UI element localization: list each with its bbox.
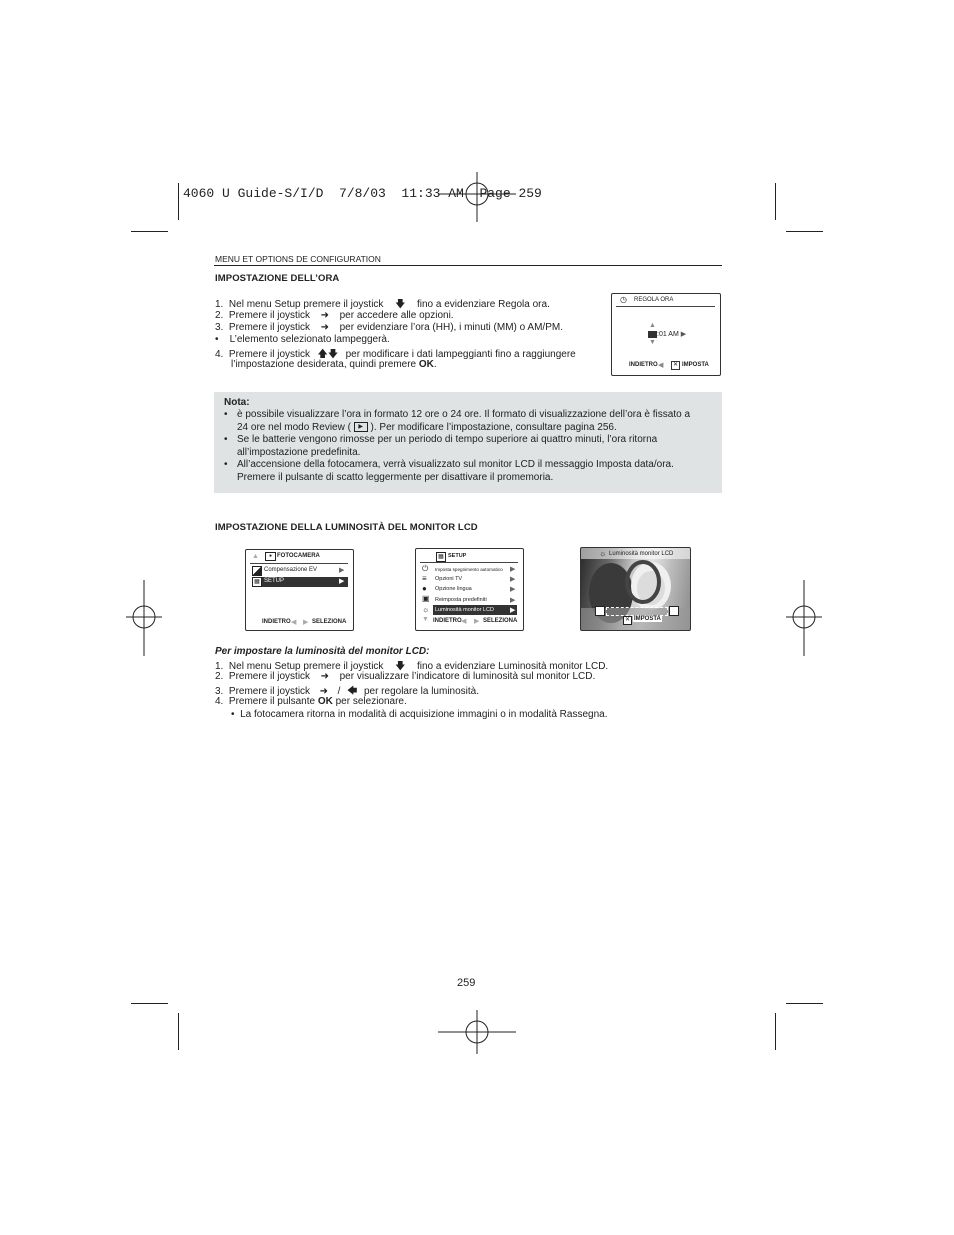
menu-item: Opzioni TV (435, 576, 463, 582)
joystick-up-down-icon: 🡅🡇 (317, 349, 339, 360)
brightness-slider (606, 607, 668, 616)
power-icon: ⏻ (422, 564, 429, 573)
right-arrow-icon: ▶ (303, 619, 309, 626)
select-label: SELEZIONA (312, 619, 347, 625)
up-arrow-icon: ▲ (252, 553, 259, 560)
s1-bullet: • L’elemento selezionato lampeggerà. (215, 334, 390, 345)
s1-step1: 1. Nel menu Setup premere il joystick 🡇 fino a evidenziare Regola ora. (215, 297, 550, 314)
camera-icon: ● (265, 552, 276, 561)
joystick-left-icon: 🡄 (347, 686, 358, 697)
crop-mark (775, 183, 776, 220)
section-header: MENU ET OPTIONS DE CONFIGURATION (215, 254, 381, 264)
back-label: INDIETRO (262, 619, 291, 625)
clock-icon: ◷ (620, 295, 627, 304)
s1-step4: 4. Premere il joystick 🡅🡇 per modificare i dati lampeggianti fino a raggiungere (215, 347, 576, 364)
fotocamera-screen (245, 549, 354, 631)
right-arrow-icon: ▶ (510, 566, 516, 573)
crop-mark (786, 1003, 823, 1004)
section1-title: IMPOSTAZIONE DELL’ORA (215, 273, 340, 284)
screen-title: REGOLA ORA (634, 297, 674, 303)
joystick-right-icon: ➜ (320, 322, 330, 333)
registration-mark-right (786, 580, 822, 656)
note-b3-line1: All’accensione della fotocamera, verrà visualizzato sul monitor LCD il messaggio Imposta data/ora. (237, 459, 674, 470)
note-b2-line2: all’impostazione predefinita. (237, 447, 361, 458)
right-arrow-icon: ▶ (474, 618, 480, 625)
right-arrow-icon: ▶ (510, 607, 516, 614)
menu-item: Compensazione EV (264, 567, 318, 573)
setup-screen (415, 548, 524, 631)
section2-title: IMPOSTAZIONE DELLA LUMINOSITÀ DEL MONITOR LCD (215, 522, 478, 533)
bullet: • (224, 459, 228, 470)
header-rule (214, 265, 722, 266)
s1-step4-cont: l’impostazione desiderata, quindi premere OK. (231, 359, 437, 370)
note-label: Nota: (224, 397, 250, 408)
s1-step3: 3. Premere il joystick ➜ per evidenziare l’ora (HH), i minuti (MM) o AM/PM. (215, 322, 563, 333)
page-number: 259 (457, 977, 476, 989)
note-b1-line2: 24 ore nel modo Review ( ▶ ). Per modificare l’impostazione, consultare pagina 256. (237, 422, 617, 433)
menu-item: Imposta spegnimento automatico (435, 567, 503, 572)
down-arrow-icon: ▼ (422, 616, 429, 623)
back-label: INDIETRO (433, 618, 462, 624)
s2-step4: 4. Premere il pulsante OK per selezionare. (215, 696, 407, 707)
play-icon: ▶ (354, 422, 368, 432)
bullet: • (224, 409, 228, 420)
bullet: • (224, 434, 228, 445)
bright-icon (669, 606, 679, 616)
note-b2-line1: Se le batterie vengono rimosse per un periodo di tempo superiore ai quattro minuti, l’ora ritorna (237, 434, 658, 445)
menu-item-selected: Luminosità monitor LCD (435, 607, 494, 613)
ev-icon (252, 566, 262, 576)
brightness-icon: ☼ (422, 605, 430, 614)
language-icon: ● (422, 584, 427, 593)
brightness-screen (580, 547, 691, 631)
note-b1-line1: è possibile visualizzare l’ora in formato 12 ore o 24 ore. Il formato di visualizzazione dell’ora è fissato a (237, 409, 691, 420)
note-b3-line2: Premere il pulsante di scatto leggermente per disattivare il promemoria. (237, 472, 554, 483)
menu-item: Opzione lingua (435, 586, 472, 592)
right-arrow-icon: ▶ (510, 576, 516, 583)
left-arrow-icon: ◀ (291, 619, 297, 626)
joystick-right-icon: ➜ (319, 686, 329, 697)
crop-mark (131, 1003, 168, 1004)
registration-mark-left (126, 580, 162, 656)
joystick-down-icon: 🡇 (395, 299, 406, 310)
down-arrow-icon: ▼ (649, 339, 656, 346)
left-arrow-icon: ◀ (461, 618, 467, 625)
registration-mark-bottom (438, 1010, 516, 1054)
s1-step2: 2. Premere il joystick ➜ per accedere alle opzioni. (215, 310, 454, 321)
crop-mark (178, 1013, 179, 1050)
print-header: 4060 U Guide-S/I/D 7/8/03 11:33 AM Page 259 (183, 186, 542, 201)
screen-title: FOTOCAMERA (277, 553, 320, 559)
crop-mark (178, 183, 179, 220)
menu-item: Reimposta predefiniti (435, 597, 487, 603)
screen-title: Luminosità monitor LCD (609, 551, 674, 557)
right-arrow-icon: ▶ (510, 597, 516, 604)
crop-mark (786, 231, 823, 232)
setup-icon: ▦ (252, 577, 262, 587)
s2-step3: 3. Premere il joystick ➜ / 🡄 per regolare la luminosità. (215, 684, 479, 701)
dark-icon (595, 606, 605, 616)
s2-step1: 1. Nel menu Setup premere il joystick 🡇 fino a evidenziare Luminosità monitor LCD. (215, 659, 608, 676)
left-arrow-icon: ◀ (658, 362, 664, 369)
set-label: IMPOSTA (634, 616, 661, 622)
crop-mark (775, 1013, 776, 1050)
crop-mark (131, 231, 168, 232)
ok-icon: ✕ (624, 617, 631, 623)
tv-icon: ≡ (422, 574, 427, 583)
right-arrow-icon: ▶ (339, 567, 345, 574)
regola-ora-screen (611, 293, 721, 376)
setup-icon: ▦ (436, 552, 446, 562)
screen-divider (616, 306, 715, 307)
menu-item-selected: SETUP (264, 578, 285, 584)
joystick-down-icon: 🡇 (395, 661, 406, 672)
s2-step2: 2. Premere il joystick ➜ per visualizzare l’indicatore di luminosità sul monitor LCD. (215, 671, 596, 682)
up-arrow-icon: ▲ (649, 322, 656, 329)
ok-icon: ✕ (672, 362, 679, 368)
select-label: SELEZIONA (483, 618, 518, 624)
joystick-right-icon: ➜ (320, 310, 330, 321)
s2-bullet: • La fotocamera ritorna in modalità di acquisizione immagini o in modalità Rassegna. (231, 709, 608, 720)
note-box (214, 392, 722, 493)
brightness-icon: ☼ (599, 549, 607, 558)
section2-subtitle: Per impostare la luminosità del monitor LCD: (215, 646, 430, 657)
right-arrow-icon: ▶ (510, 586, 516, 593)
time-display: :01 AM ▶ (648, 330, 686, 338)
reset-icon: ▣ (422, 594, 430, 603)
right-arrow-icon: ▶ (339, 578, 345, 585)
back-label: INDIETRO (629, 362, 658, 368)
screen-title: SETUP (448, 553, 467, 559)
set-label: IMPOSTA (682, 362, 709, 368)
joystick-right-icon: ➜ (320, 671, 330, 682)
